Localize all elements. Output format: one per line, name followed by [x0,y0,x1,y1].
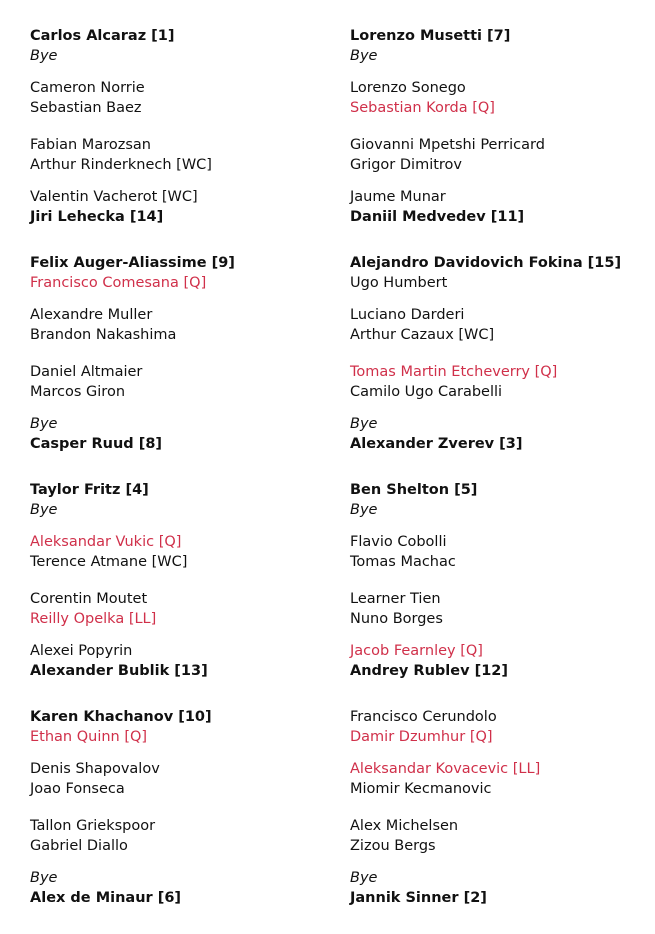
player-name: Cameron Norrie [30,80,145,96]
bye-entry: Bye [30,870,58,886]
draw-section [30,26,330,227]
player-name: Ugo Humbert [350,275,448,291]
player-name: Corentin Moutet [30,591,148,607]
player-name: Tomas Machac [350,554,456,570]
player-name: Miomir Kecmanovic [350,781,492,797]
player-name: Carlos Alcaraz [1] [30,28,175,44]
draw-column-right [350,26,650,934]
bye-entry: Bye [30,416,58,432]
player-name: Taylor Fritz [4] [30,482,149,498]
player-name: Jiri Lehecka [14] [30,209,164,225]
player-name: Alejandro Davidovich Fokina [15] [350,255,622,271]
player-name: Joao Fonseca [30,781,125,797]
player-name: Daniil Medvedev [11] [350,209,525,225]
player-name: Marcos Giron [30,384,126,400]
player-name: Grigor Dimitrov [350,157,462,173]
bye-entry: Bye [30,48,58,64]
match-pair [30,187,330,227]
player-name: Giovanni Mpetshi Perricard [350,137,545,153]
player-name: Lorenzo Musetti [7] [350,28,511,44]
match-pair [350,480,650,520]
player-name: Sebastian Korda [Q] [350,100,495,116]
bye-entry: Bye [350,502,378,518]
player-name: Casper Ruud [8] [30,436,163,452]
match-pair [30,362,330,402]
player-name: Aleksandar Vukic [Q] [30,534,182,550]
player-name: Denis Shapovalov [30,761,160,777]
match-pair [350,253,650,293]
player-name: Arthur Cazaux [WC] [350,327,495,343]
player-name: Learner Tien [350,591,441,607]
player-name: Karen Khachanov [10] [30,709,212,725]
player-name: Andrey Rublev [12] [350,663,509,679]
match-pair [350,305,650,345]
match-pair [30,480,330,520]
player-name: Tomas Martin Etcheverry [Q] [350,364,558,380]
match-pair [350,135,650,175]
player-name: Francisco Comesana [Q] [30,275,207,291]
match-pair [350,414,650,454]
match-pair [30,78,330,118]
player-name: Tallon Griekspoor [30,818,156,834]
match-pair [350,532,650,572]
player-name: Reilly Opelka [LL] [30,611,157,627]
match-pair [30,135,330,175]
player-name: Terence Atmane [WC] [30,554,188,570]
match-pair [30,759,330,799]
player-name: Felix Auger-Aliassime [9] [30,255,235,271]
match-pair [350,26,650,66]
player-name: Fabian Marozsan [30,137,151,153]
draw-section [350,480,650,681]
draw-section [350,26,650,227]
player-name: Jannik Sinner [2] [350,890,487,906]
player-name: Alexander Bublik [13] [30,663,208,679]
player-name: Alex Michelsen [350,818,459,834]
match-pair [350,759,650,799]
match-pair [30,868,330,908]
player-name: Arthur Rinderknech [WC] [30,157,212,173]
player-name: Francisco Cerundolo [350,709,497,725]
player-name: Ethan Quinn [Q] [30,729,148,745]
player-name: Luciano Darderi [350,307,465,323]
draw-section [30,480,330,681]
player-name: Alexei Popyrin [30,643,133,659]
draw-column-left [30,26,330,934]
player-name: Ben Shelton [5] [350,482,478,498]
player-name: Alexander Zverev [3] [350,436,523,452]
draw-section [30,707,330,908]
player-name: Camilo Ugo Carabelli [350,384,503,400]
match-pair [350,589,650,629]
player-name: Valentin Vacherot [WC] [30,189,198,205]
player-name: Alex de Minaur [6] [30,890,182,906]
player-name: Gabriel Diallo [30,838,128,854]
player-name: Jaume Munar [350,189,446,205]
draw-section [30,253,330,454]
match-pair [350,707,650,747]
draw-section [350,707,650,908]
player-name: Jacob Fearnley [Q] [350,643,483,659]
match-pair [30,253,330,293]
match-pair [30,816,330,856]
draw-section [350,253,650,454]
bye-entry: Bye [350,48,378,64]
match-pair [30,26,330,66]
match-pair [350,78,650,118]
match-pair [30,532,330,572]
match-pair [30,589,330,629]
match-pair [350,868,650,908]
match-pair [30,305,330,345]
player-name: Daniel Altmaier [30,364,143,380]
player-name: Aleksandar Kovacevic [LL] [350,761,541,777]
match-pair [350,641,650,681]
bye-entry: Bye [350,870,378,886]
bye-entry: Bye [350,416,378,432]
player-name: Lorenzo Sonego [350,80,466,96]
match-pair [30,641,330,681]
player-name: Zizou Bergs [350,838,436,854]
match-pair [350,362,650,402]
match-pair [350,816,650,856]
player-name: Nuno Borges [350,611,443,627]
match-pair [30,707,330,747]
match-pair [30,414,330,454]
player-name: Sebastian Baez [30,100,142,116]
player-name: Alexandre Muller [30,307,153,323]
player-name: Damir Dzumhur [Q] [350,729,493,745]
bye-entry: Bye [30,502,58,518]
match-pair [350,187,650,227]
player-name: Brandon Nakashima [30,327,177,343]
player-name: Flavio Cobolli [350,534,447,550]
